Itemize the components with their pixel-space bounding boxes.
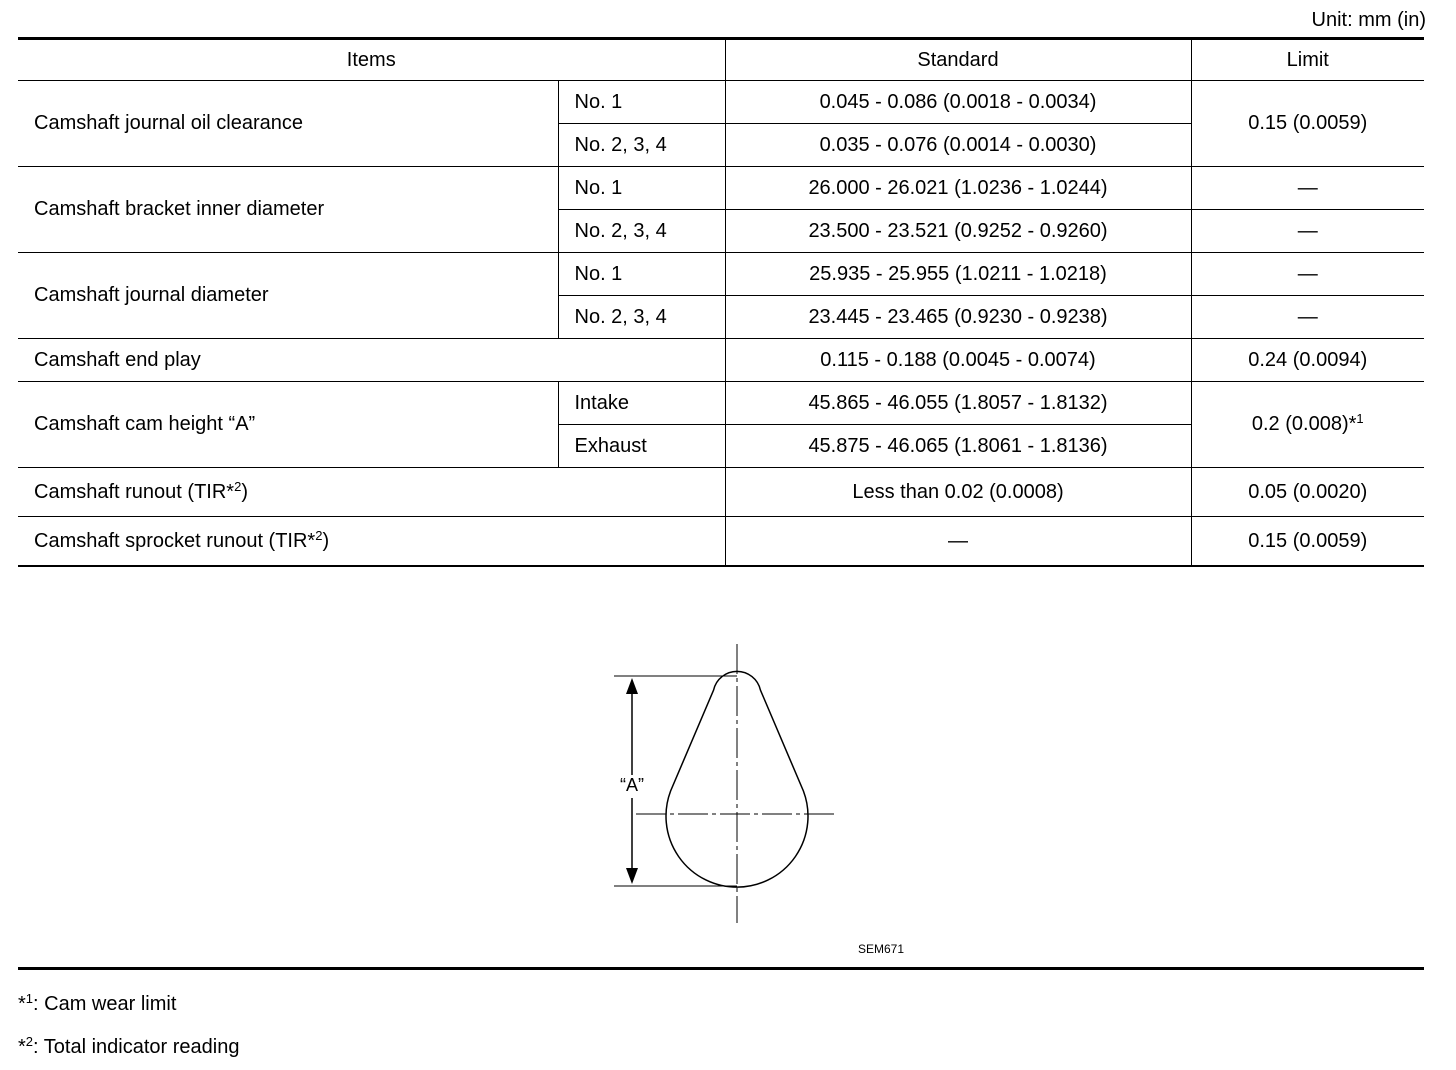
footnote-ref: 2: [315, 527, 323, 543]
row-label-journal-diameter: Camshaft journal diameter: [18, 253, 558, 339]
standard-value: 23.500 - 23.521 (0.9252 - 0.9260): [725, 210, 1191, 253]
standard-value: 26.000 - 26.021 (1.0236 - 1.0244): [725, 167, 1191, 210]
footnote-2: [18, 1035, 239, 1059]
sub-label: No. 1: [558, 81, 725, 124]
table-header-row: [18, 39, 1424, 81]
limit-value: —: [1191, 296, 1424, 339]
divider: [18, 967, 1424, 970]
standard-value: 45.865 - 46.055 (1.8057 - 1.8132): [725, 382, 1191, 425]
table-row: [18, 382, 1424, 425]
standard-value: 0.115 - 0.188 (0.0045 - 0.0074): [725, 339, 1191, 382]
arrow-down-icon: [626, 868, 638, 884]
limit-value: [1191, 382, 1424, 468]
table-row: [18, 167, 1424, 210]
table-row: [18, 468, 1424, 517]
footnote-mark: *: [18, 1036, 26, 1058]
label-end: ): [241, 480, 248, 503]
sub-label: Intake: [558, 382, 725, 425]
row-label-runout: [18, 468, 725, 517]
row-label-end-play: Camshaft end play: [18, 339, 725, 382]
arrow-up-icon: [626, 678, 638, 694]
sub-label: No. 1: [558, 253, 725, 296]
unit-label: Unit: mm (in): [1311, 9, 1426, 31]
limit-value: 0.15 (0.0059): [1191, 517, 1424, 567]
footnote-text: : Cam wear limit: [33, 993, 177, 1015]
standard-value: 25.935 - 25.955 (1.0211 - 1.0218): [725, 253, 1191, 296]
standard-value: 45.875 - 46.065 (1.8061 - 1.8136): [725, 425, 1191, 468]
dimension-label-a: “A”: [620, 775, 644, 795]
table-row: [18, 517, 1424, 567]
footnote-text: : Total indicator reading: [33, 1036, 240, 1058]
label-end: ): [322, 529, 330, 552]
row-label-sprocket-runout: [18, 517, 725, 567]
row-label-journal-clearance: Camshaft journal oil clearance: [18, 81, 558, 167]
footnote-ref: 1: [1356, 411, 1364, 426]
footnote-number: 2: [25, 1034, 34, 1049]
footnote-mark: *: [18, 993, 26, 1015]
standard-value: 0.035 - 0.076 (0.0014 - 0.0030): [725, 124, 1191, 167]
row-label-cam-height: Camshaft cam height “A”: [18, 382, 558, 468]
sub-label: No. 2, 3, 4: [558, 210, 725, 253]
limit-value: 0.05 (0.0020): [1191, 468, 1424, 517]
table-row: [18, 253, 1424, 296]
limit-value: 0.15 (0.0059): [1191, 81, 1424, 167]
standard-value: Less than 0.02 (0.0008): [725, 468, 1191, 517]
standard-value: —: [725, 517, 1191, 567]
limit-value: —: [1191, 253, 1424, 296]
row-label-bracket-diameter: Camshaft bracket inner diameter: [18, 167, 558, 253]
limit-value: —: [1191, 210, 1424, 253]
standard-value: 23.445 - 23.465 (0.9230 - 0.9238): [725, 296, 1191, 339]
cam-height-diagram: [600, 640, 860, 930]
sub-label: No. 2, 3, 4: [558, 124, 725, 167]
camshaft-spec-table: [18, 37, 1424, 567]
footnote-1: [18, 992, 176, 1016]
figure-code: SEM671: [858, 942, 905, 956]
sub-label: Exhaust: [558, 425, 725, 468]
footnote-ref: 2: [234, 478, 242, 494]
footnote-number: 1: [25, 991, 34, 1006]
header-standard: Standard: [725, 39, 1191, 81]
label-text: Camshaft sprocket runout (TIR*: [34, 529, 316, 552]
table-row: [18, 81, 1424, 124]
label-text: Camshaft runout (TIR*: [34, 480, 235, 503]
header-limit: Limit: [1191, 39, 1424, 81]
table-row: [18, 339, 1424, 382]
standard-value: 0.045 - 0.086 (0.0018 - 0.0034): [725, 81, 1191, 124]
limit-value: —: [1191, 167, 1424, 210]
sub-label: No. 1: [558, 167, 725, 210]
header-items: Items: [18, 39, 725, 81]
sub-label: No. 2, 3, 4: [558, 296, 725, 339]
limit-value: 0.24 (0.0094): [1191, 339, 1424, 382]
limit-text: 0.2 (0.008)*: [1251, 413, 1357, 435]
